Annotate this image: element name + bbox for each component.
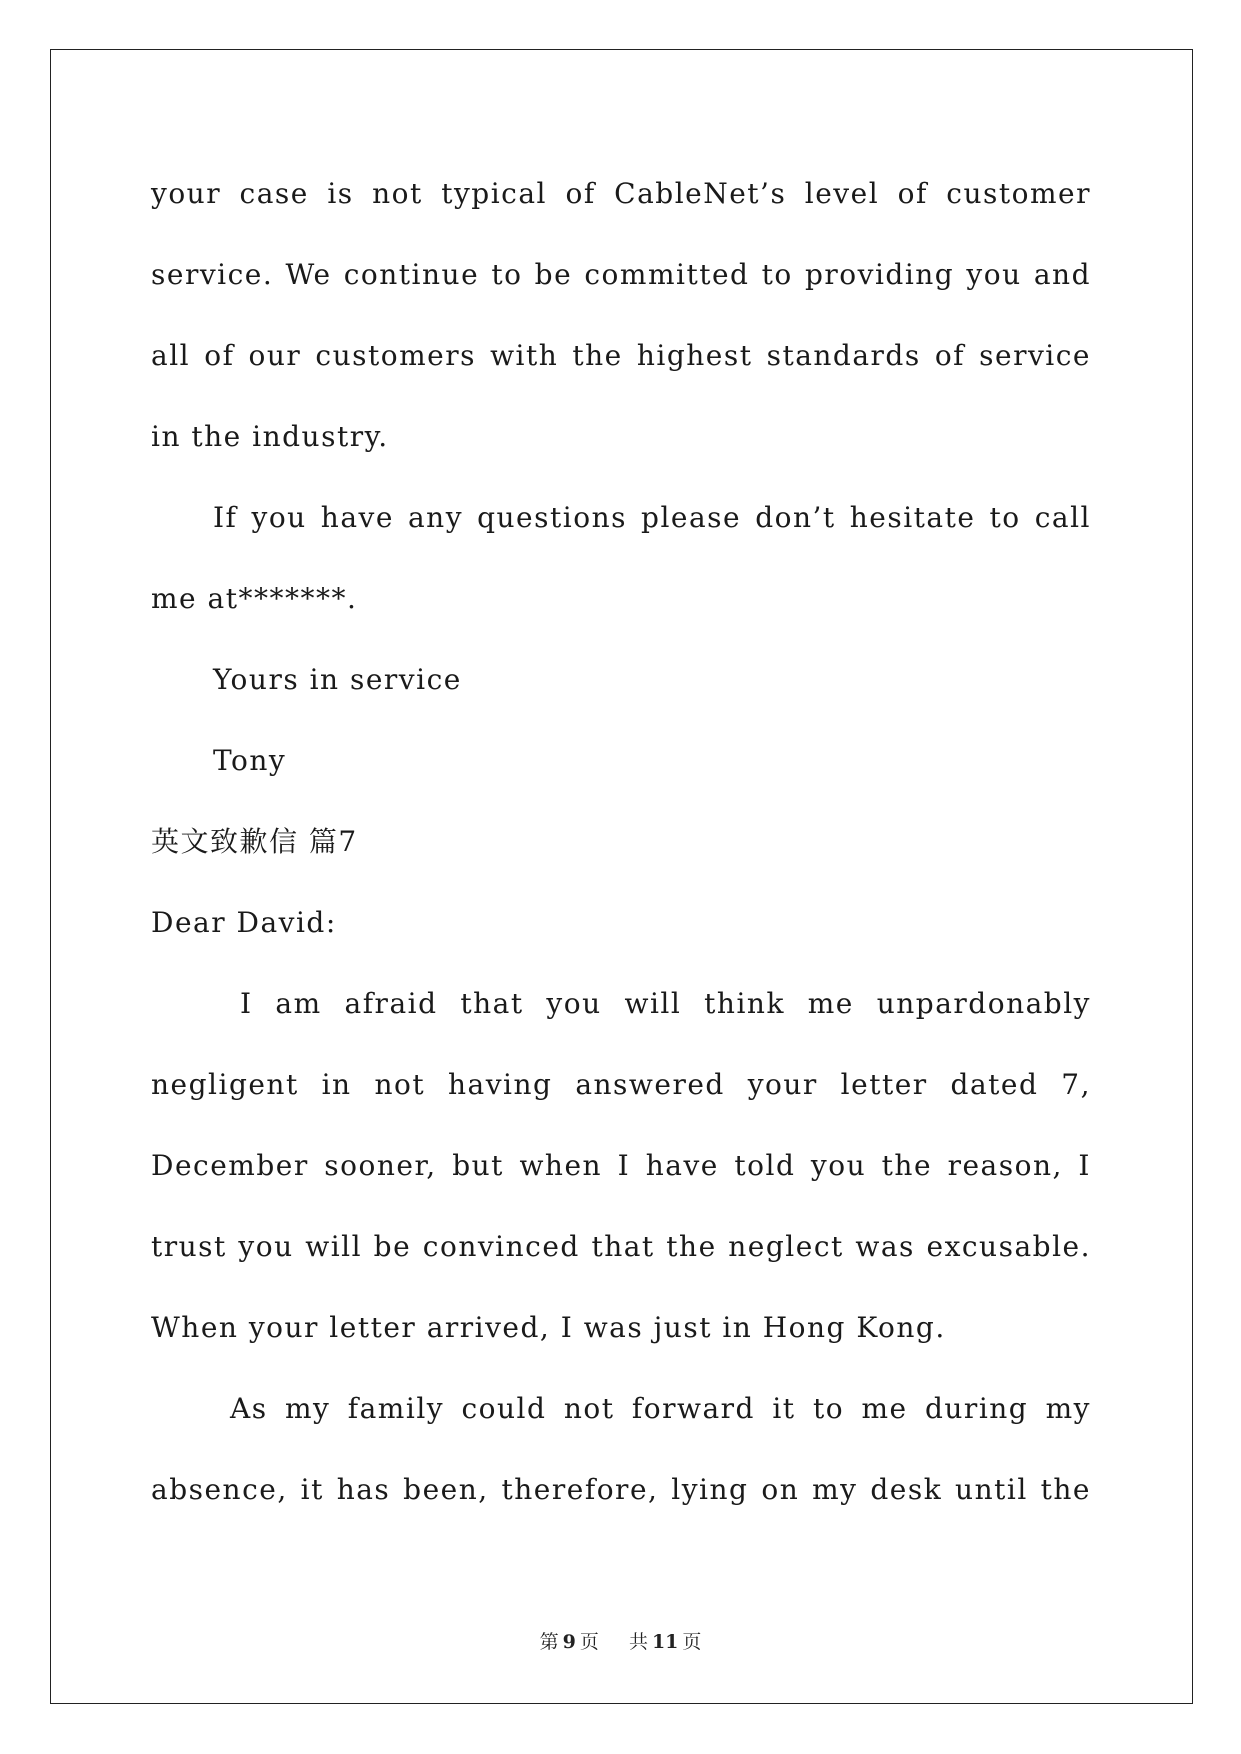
body-line-6: me at*******. xyxy=(151,582,358,615)
footer-page-suffix: 页 xyxy=(579,1631,599,1653)
section-heading: 英文致歉信 篇7 xyxy=(151,825,358,858)
body-line-12: negligent in not having answered your letter dated 7, xyxy=(151,1068,1091,1101)
body-line-17: absence, it has been, therefore, lying on my desk until the xyxy=(151,1473,1091,1506)
footer-page-number: 9 xyxy=(562,1631,576,1653)
body-line-4: in the industry. xyxy=(151,420,389,453)
body-line-5: If you have any questions please don’t hesitate to call xyxy=(213,501,1091,534)
closing-line: Yours in service xyxy=(213,663,462,696)
body-line-16: As my family could not forward it to me during my xyxy=(230,1392,1091,1425)
body-line-14: trust you will be convinced that the neglect was excusable. xyxy=(151,1230,1091,1263)
body-line-13: December sooner, but when I have told you the reason, I xyxy=(151,1149,1091,1182)
footer-total-suffix: 页 xyxy=(682,1631,702,1653)
footer-prefix: 第 xyxy=(539,1631,559,1653)
salutation: Dear David: xyxy=(151,906,337,939)
footer-total-prefix: 共 xyxy=(628,1631,648,1653)
body-line-15: When your letter arrived, I was just in Hong Kong. xyxy=(151,1311,946,1344)
page-footer xyxy=(0,1630,1241,1654)
page-border xyxy=(50,49,1193,1704)
body-line-2: service. We continue to be committed to providing you and xyxy=(151,258,1091,291)
footer-total-pages: 11 xyxy=(651,1631,679,1653)
body-line-11: I am afraid that you will think me unpardonably xyxy=(240,987,1091,1020)
signature-line: Tony xyxy=(213,744,287,777)
body-line-3: all of our customers with the highest standards of service xyxy=(151,339,1091,372)
body-line-1: your case is not typical of CableNet’s level of customer xyxy=(151,177,1091,210)
